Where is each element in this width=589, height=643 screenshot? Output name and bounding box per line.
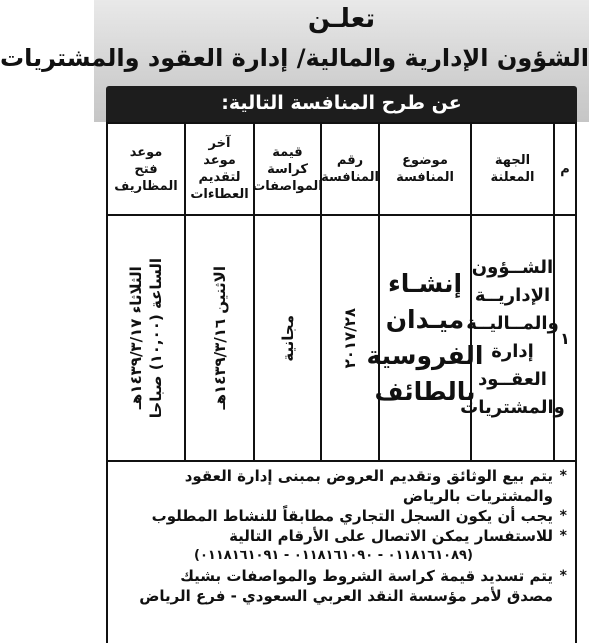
row-fee (253, 216, 320, 460)
department-title: الشؤون الإدارية والمالية/ إدارة العقود والمشتريات (0, 44, 589, 72)
header-number-line: المنافسة (321, 170, 379, 185)
opening-date-line: الثلاثاء ١٤٣٩/٣/١٧هـ (127, 266, 145, 410)
entity-line: الشــؤون (471, 257, 554, 278)
specs-fee: مجانية (278, 314, 297, 362)
header-fee-line: قيمة (272, 144, 303, 160)
table-header-row (108, 124, 575, 216)
deadline-date: الاثنين ١٤٣٩/٣/١٦هـ (210, 266, 229, 410)
row-opening (108, 216, 184, 460)
subject-line: ميـدان (385, 305, 465, 334)
header-fee (252, 124, 323, 214)
note-text: يتم تسديد قيمة كراسة الشروط والمواصفات بشيك (180, 567, 553, 585)
note-item (114, 526, 567, 566)
header-deadline-line: آخر (208, 136, 231, 151)
note-item (114, 506, 567, 526)
header-number-line: رقم (336, 153, 364, 168)
entity-line: إدارة (491, 341, 534, 362)
header-index: م (553, 124, 575, 214)
header-opening (108, 124, 184, 214)
header-deadline-line: العطاءات (190, 187, 249, 202)
entity-line: الإداريــة (474, 285, 551, 306)
asterisk-bullet-icon: * (559, 468, 567, 484)
announcement-header (0, 0, 589, 122)
note-text: للاستفسار يمكن الاتصال على الأرقام التالية (229, 527, 553, 545)
header-opening-line: المظاريف (114, 178, 178, 194)
note-text: يجب أن يكون السجل التجاري مطابقاً للنشاط المطلوب (151, 507, 553, 525)
asterisk-bullet-icon: * (559, 508, 567, 524)
note-text: والمشتريات بالرياض (402, 487, 553, 505)
tender-number: ٢٠١٧/٢٨ (341, 307, 359, 369)
tender-table (106, 122, 577, 462)
header-entity: الجهة المعلنة (470, 124, 553, 214)
table-row (108, 216, 575, 460)
header-opening-line: فتح (134, 161, 158, 177)
announce-title: تعلـن (307, 4, 376, 34)
entity-line: العقــود (478, 369, 547, 390)
opening-date (126, 258, 166, 418)
subtitle-banner: عن طرح المنافسة التالية: (106, 86, 577, 122)
subject-line: الفروسية (366, 341, 484, 370)
entity-line: والمــاليــة (466, 313, 559, 334)
opening-time-line: الساعة (١٠,٠٠) صباحا (147, 257, 165, 419)
phone-numbers: (٠١١٨١٦١٠٨٩ - ٠١١٨١٦١٠٩٠ - ٠١١٨١٦١٠٩١) (194, 548, 473, 563)
header-deadline-line: لتقديم (198, 170, 241, 185)
row-index-value: ١ (560, 328, 570, 348)
header-subject (378, 124, 470, 214)
row-deadline (184, 216, 253, 460)
header-deadline (184, 124, 253, 214)
entity-line: والمشتريات (460, 397, 565, 418)
asterisk-bullet-icon: * (559, 528, 567, 544)
note-item (114, 466, 567, 506)
header-number (320, 124, 378, 214)
row-subject (366, 216, 484, 460)
subject-line: إنشـاء (387, 269, 463, 298)
header-fee-line: كراسة (267, 161, 308, 177)
header-fee-line: المواصفات (252, 178, 323, 194)
header-opening-line: موعد (129, 144, 163, 160)
header-subject-line: المنافسة (396, 170, 454, 185)
subject-line: بالطائف (374, 377, 476, 406)
note-item (114, 566, 567, 606)
note-text: يتم بيع الوثائق وتقديم العروض بمبنى إدارة العقود (184, 467, 553, 485)
header-subject-line: موضوع (402, 153, 448, 168)
row-number (320, 216, 378, 460)
notes-section (106, 462, 577, 643)
header-deadline-line: موعد (203, 153, 236, 168)
asterisk-bullet-icon: * (559, 568, 567, 584)
note-text: مصدق لأمر مؤسسة النقد العربي السعودي - فرع الرياض (139, 587, 553, 605)
